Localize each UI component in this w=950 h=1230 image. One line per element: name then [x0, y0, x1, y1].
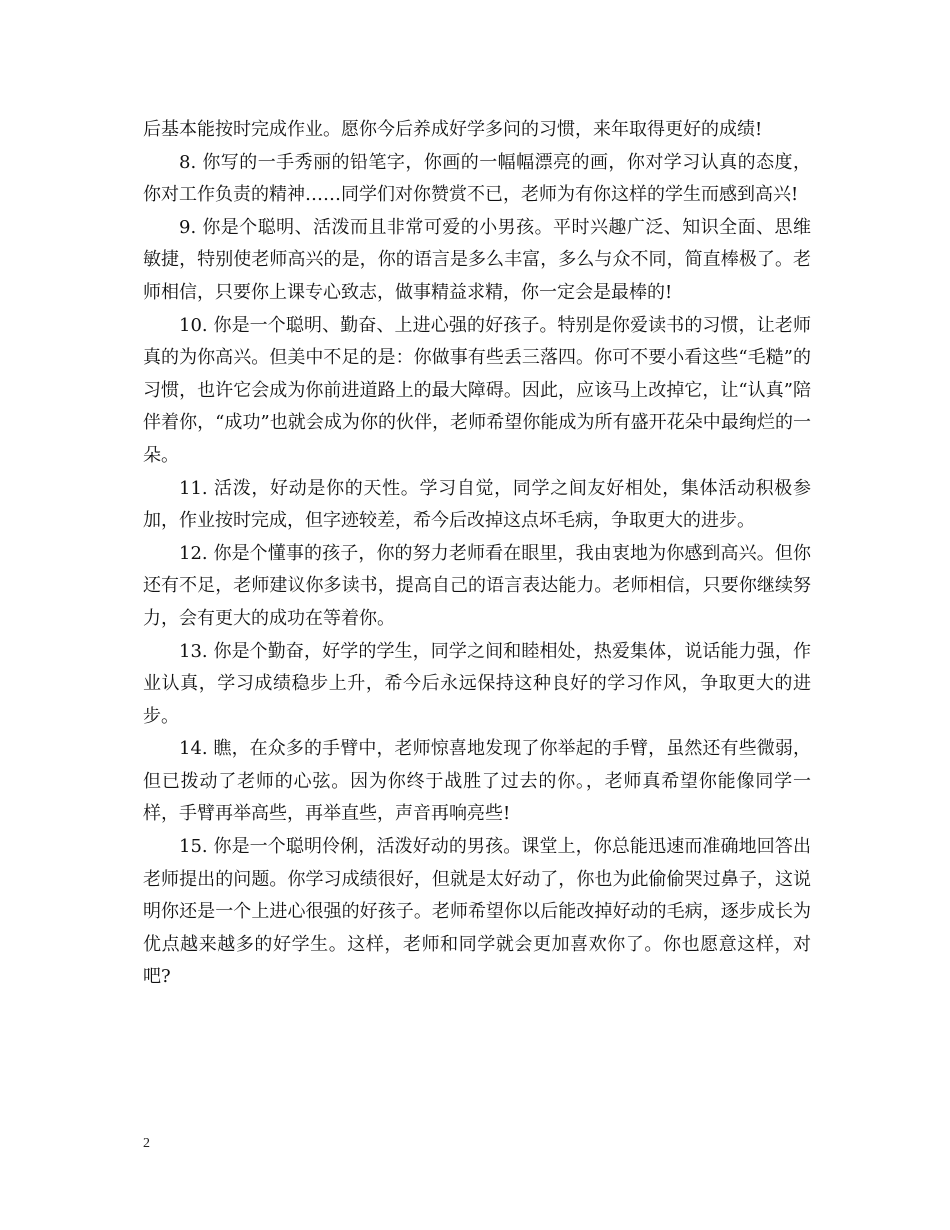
comment-paragraph-14: 14. 瞧，在众多的手臂中，老师惊喜地发现了你举起的手臂，虽然还有些微弱，但已拨动了老师的心弦。因为你终于战胜了过去的你。，老师真希望你能像同学一样，手臂再举高些，再举直些，声音再响亮些!	[143, 738, 811, 825]
comment-paragraph-12: 12. 你是个懂事的孩子，你的努力老师看在眼里，我由衷地为你感到高兴。但你还有不足，老师建议你多读书，提高自己的语言表达能力。老师相信，只要你继续努力，会有更大的成功在等着你。	[143, 542, 811, 629]
body-text	[143, 114, 811, 994]
comment-paragraph-10: 10. 你是一个聪明、勤奋、上进心强的好孩子。特别是你爱读书的习惯，让老师真的为你高兴。但美中不足的是：你做事有些丢三落四。你可不要小看这些“毛糙”的习惯，也许它会成为你前进道路上的最大障碍。因此，应该马上改掉它，让“认真”陪伴着你，“成功”也就会成为你的伙伴，老师希望你能成为所有盛开花朵中最绚烂的一朵。	[143, 314, 811, 466]
comment-paragraph-15: 15. 你是一个聪明伶俐，活泼好动的男孩。课堂上，你总能迅速而准确地回答出老师提出的问题。你学习成绩很好，但就是太好动了，你也为此偷偷哭过鼻子，这说明你还是一个上进心很强的好孩子。老师希望你以后能改掉好动的毛病，逐步成长为优点越来越多的好学生。这样，老师和同学就会更加喜欢你了。你也愿意这样，对吧?	[143, 836, 811, 988]
comment-paragraph-13: 13. 你是个勤奋，好学的学生，同学之间和睦相处，热爱集体，说话能力强，作业认真，学习成绩稳步上升，希今后永远保持这种良好的学习作风，争取更大的进步。	[143, 640, 811, 727]
comment-paragraph-11: 11. 活泼，好动是你的天性。学习自觉，同学之间友好相处，集体活动积极参加，作业按时完成，但字迹较差，希今后改掉这点坏毛病，争取更大的进步。	[143, 477, 811, 532]
page-number: 2	[143, 1136, 150, 1151]
continuation-paragraph: 后基本能按时完成作业。愿你今后养成好学多问的习惯，来年取得更好的成绩!	[143, 119, 763, 140]
comment-paragraph-9: 9. 你是个聪明、活泼而且非常可爱的小男孩。平时兴趣广泛、知识全面、思维敏捷，特别使老师高兴的是，你的语言是多么丰富，多么与众不同，简直棒极了。老师相信，只要你上课专心致志，做事精益求精，你一定会是最棒的!	[143, 216, 811, 303]
comment-paragraph-8: 8. 你写的一手秀丽的铅笔字，你画的一幅幅漂亮的画，你对学习认真的态度，你对工作负责的精神……同学们对你赞赏不已，老师为有你这样的学生而感到高兴!	[143, 151, 811, 206]
